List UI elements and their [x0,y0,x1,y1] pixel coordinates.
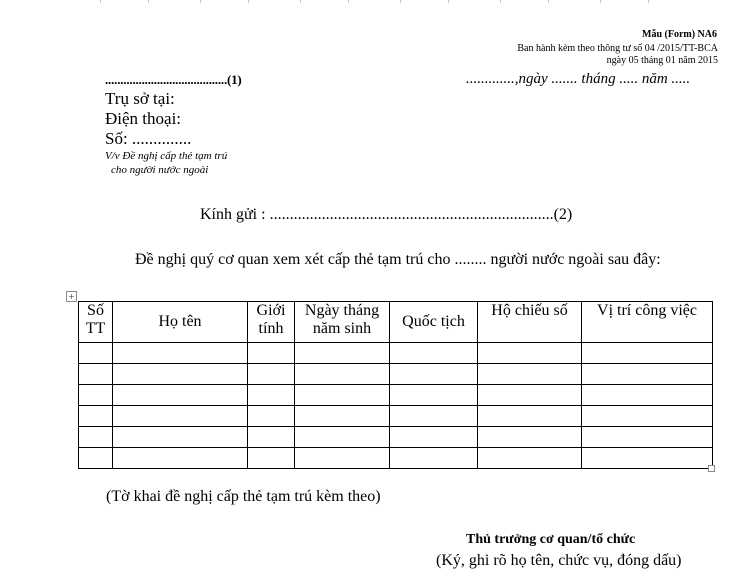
table-cell[interactable] [295,406,390,427]
table-row [79,343,713,364]
header-passport[interactable]: Hộ chiếu số [478,302,582,343]
table-cell[interactable] [79,427,113,448]
table-cell[interactable] [295,448,390,469]
request-text: Đề nghị quý cơ quan xem xét cấp thẻ tạm trú cho ........ người nước ngoài sau đây: [135,251,661,268]
signature-instruction: (Ký, ghi rõ họ tên, chức vụ, đóng dấu) [436,552,682,569]
table-cell[interactable] [295,427,390,448]
subject-line-2: cho người nước ngoài [111,164,209,176]
document-number: Số: .............. [105,129,192,148]
table-cell[interactable] [79,364,113,385]
table-cell[interactable] [248,364,295,385]
table-row [79,448,713,469]
organization-line: ........................................(1) [105,72,242,87]
table-cell[interactable] [248,385,295,406]
table-cell[interactable] [478,364,582,385]
table-cell[interactable] [478,406,582,427]
header-stt[interactable]: Số TT [79,302,113,343]
table-cell[interactable] [582,343,713,364]
table-cell[interactable] [248,427,295,448]
table-cell[interactable] [582,448,713,469]
header-nationality[interactable]: Quốc tịch [390,302,478,343]
table-cell[interactable] [295,343,390,364]
signature-title: Thủ trưởng cơ quan/tổ chức [466,532,636,547]
table-cell[interactable] [113,343,248,364]
table-cell[interactable] [582,427,713,448]
table-cell[interactable] [295,364,390,385]
foreigners-table [78,301,713,469]
table-cell[interactable] [79,448,113,469]
issued-by: Ban hành kèm theo thông tư số 04 /2015/TT-BCA [517,43,718,54]
table-cell[interactable] [478,343,582,364]
table-cell[interactable] [113,364,248,385]
table-header-row [79,302,713,343]
table-cell[interactable] [390,364,478,385]
header-birth-date[interactable]: Ngày tháng năm sinh [295,302,390,343]
move-icon[interactable]: + [66,291,77,302]
table-row [79,364,713,385]
table-cell[interactable] [478,448,582,469]
address-label: Trụ sở tại: [105,89,175,108]
table-cell[interactable] [582,364,713,385]
header-job-position[interactable]: Vị trí công việc [582,302,713,343]
form-code: Mẫu (Form) NA6 [642,29,717,40]
phone-label: Điện thoại: [105,109,182,128]
table-row [79,385,713,406]
table-cell[interactable] [113,406,248,427]
table-cell[interactable] [478,427,582,448]
resize-handle-icon[interactable] [708,465,715,472]
table-cell[interactable] [113,385,248,406]
table-cell[interactable] [390,427,478,448]
table-cell[interactable] [390,343,478,364]
subject-line-1: V/v Đề nghị cấp thẻ tạm trú [105,150,228,162]
table-cell[interactable] [390,448,478,469]
table-cell[interactable] [390,406,478,427]
table-cell[interactable] [248,343,295,364]
place-date: .............,ngày ....... tháng ..... năm ..... [466,71,691,87]
table-cell[interactable] [478,385,582,406]
ruler-ticks [0,0,750,2]
recipient-line: Kính gửi : .......................................................................(2) [200,206,573,223]
table-cell[interactable] [79,343,113,364]
issued-date: ngày 05 tháng 01 năm 2015 [606,55,718,66]
table-cell[interactable] [79,406,113,427]
table-cell[interactable] [295,385,390,406]
header-gender[interactable]: Giới tính [248,302,295,343]
table-cell[interactable] [79,385,113,406]
table-row [79,406,713,427]
table-cell[interactable] [582,406,713,427]
attachment-note: (Tờ khai đề nghị cấp thẻ tạm trú kèm theo) [106,488,381,505]
table-cell[interactable] [248,406,295,427]
table-row [79,427,713,448]
header-full-name[interactable]: Họ tên [113,302,248,343]
table-cell[interactable] [582,385,713,406]
table-cell[interactable] [113,427,248,448]
table-cell[interactable] [390,385,478,406]
table-cell[interactable] [113,448,248,469]
table-cell[interactable] [248,448,295,469]
